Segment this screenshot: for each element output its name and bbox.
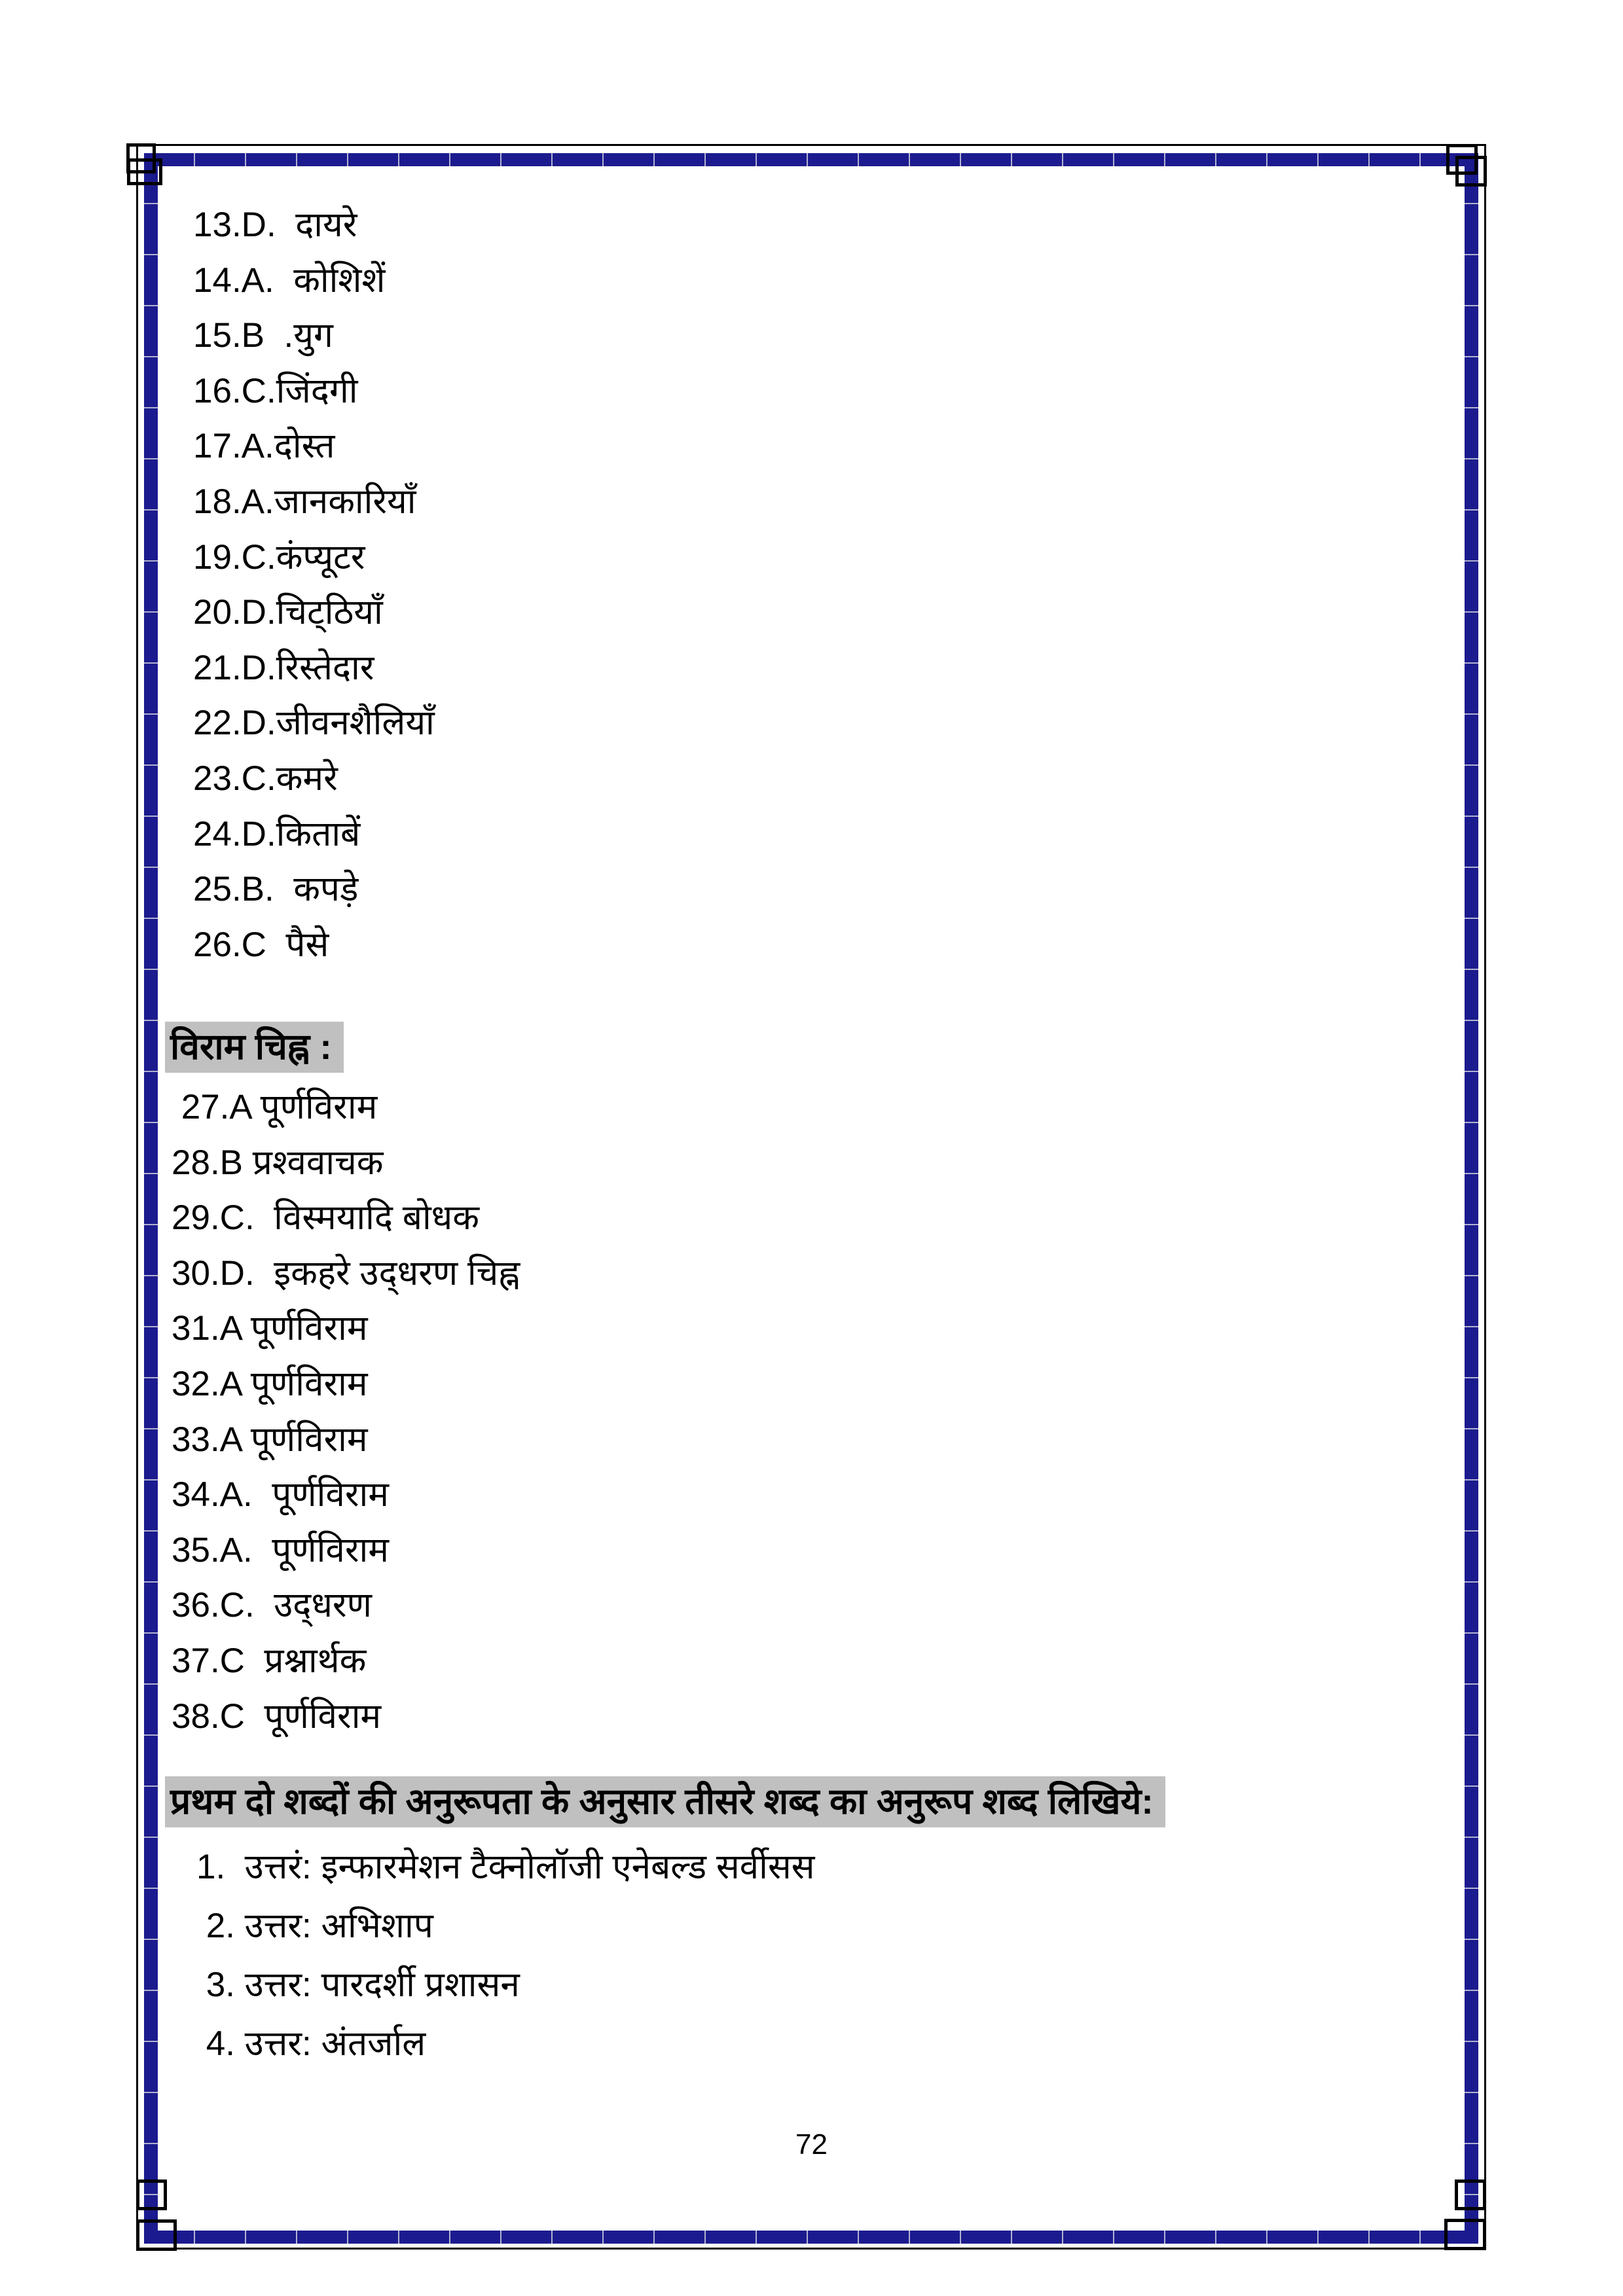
page-border-band-right [1465, 153, 1478, 2244]
answer-line: 16.C.जिंदगी [193, 371, 358, 410]
answer-line: 1. उत्तरं: इन्फारमेशन टैक्नोलॉजी एनेबल्ड सर्वीसस [196, 1848, 815, 1886]
answer-line: 33.A पूर्णविराम [172, 1420, 368, 1459]
answer-line: 4. उत्तर: अंतर्जाल [196, 2024, 426, 2063]
answer-line: 13.D. दायरे [193, 206, 357, 244]
corner-ornament-top-right-inner [1455, 156, 1487, 187]
corner-ornament-bottom-left-inner [136, 2219, 177, 2251]
section-heading-viram-chinh: विराम चिह्न : [165, 1022, 344, 1073]
corner-ornament-top-left-inner [127, 158, 162, 185]
answer-list-13-26 [165, 198, 435, 973]
answer-line: 23.C.कमरे [193, 759, 338, 798]
answer-line: 18.A.जानकारियाँ [193, 482, 416, 521]
answer-line: 34.A. पूर्णविराम [172, 1475, 389, 1515]
answer-line: 29.C. विस्मयादि बोधक [172, 1198, 479, 1238]
answer-line: 26.C पैसे [193, 925, 329, 964]
answer-line: 36.C. उद्‌धरण [172, 1586, 372, 1625]
answer-line: 15.B .युग [193, 316, 333, 355]
corner-ornament-bottom-right-outer [1455, 2179, 1486, 2210]
answer-line: 32.A पूर्णविराम [172, 1364, 368, 1403]
corner-ornament-bottom-left-outer [136, 2179, 167, 2210]
answer-line: 21.D.रिस्तेदार [193, 648, 374, 687]
answer-line: 28.B प्रश्ववाचक [172, 1143, 384, 1182]
page-number: 72 [795, 2128, 828, 2161]
answer-line: 19.C.कंप्यूटर [193, 537, 365, 577]
page-border-band-top [144, 153, 1478, 166]
answer-line: 3. उत्तर: पारदर्शी प्रशासन [196, 1965, 520, 2004]
answer-line: 20.D.चिट्‌ठियाँ [193, 593, 383, 632]
answer-line: 31.A पूर्णविराम [172, 1309, 368, 1348]
answer-line: 24.D.किताबें [193, 814, 361, 853]
answer-list-27-38 [165, 1080, 520, 1744]
answer-line: 35.A. पूर्णविराम [172, 1530, 389, 1570]
answer-line: 30.D. इकहरे उद्‌धरण चिह्न [172, 1253, 520, 1293]
section-heading-analogy: प्रथम दो शब्दों की अनुरूपता के अनुसार तीसरे शब्द का अनुरूप शब्द लिखिये: [165, 1776, 1165, 1827]
answer-line: 25.B. कपड़े [193, 870, 359, 909]
answer-line: 37.C प्रश्नार्थक [172, 1641, 367, 1680]
answer-line: 27.A पूर्णविराम [172, 1088, 378, 1126]
answer-line: 14.A. कोशिशें [193, 260, 386, 300]
answer-line: 22.D.जीवनशैलियाँ [193, 704, 435, 743]
answer-line: 38.C पूर्णविराम [172, 1696, 382, 1736]
answer-line: 17.A.दोस्त [193, 427, 335, 466]
answer-list-1-4 [165, 1838, 815, 2073]
answer-line: 2. उत्तर: अभिशाप [196, 1907, 433, 1945]
corner-ornament-bottom-right-inner [1444, 2219, 1486, 2250]
page-border-band-left [144, 153, 158, 2244]
page-border-band-bottom [144, 2231, 1478, 2244]
